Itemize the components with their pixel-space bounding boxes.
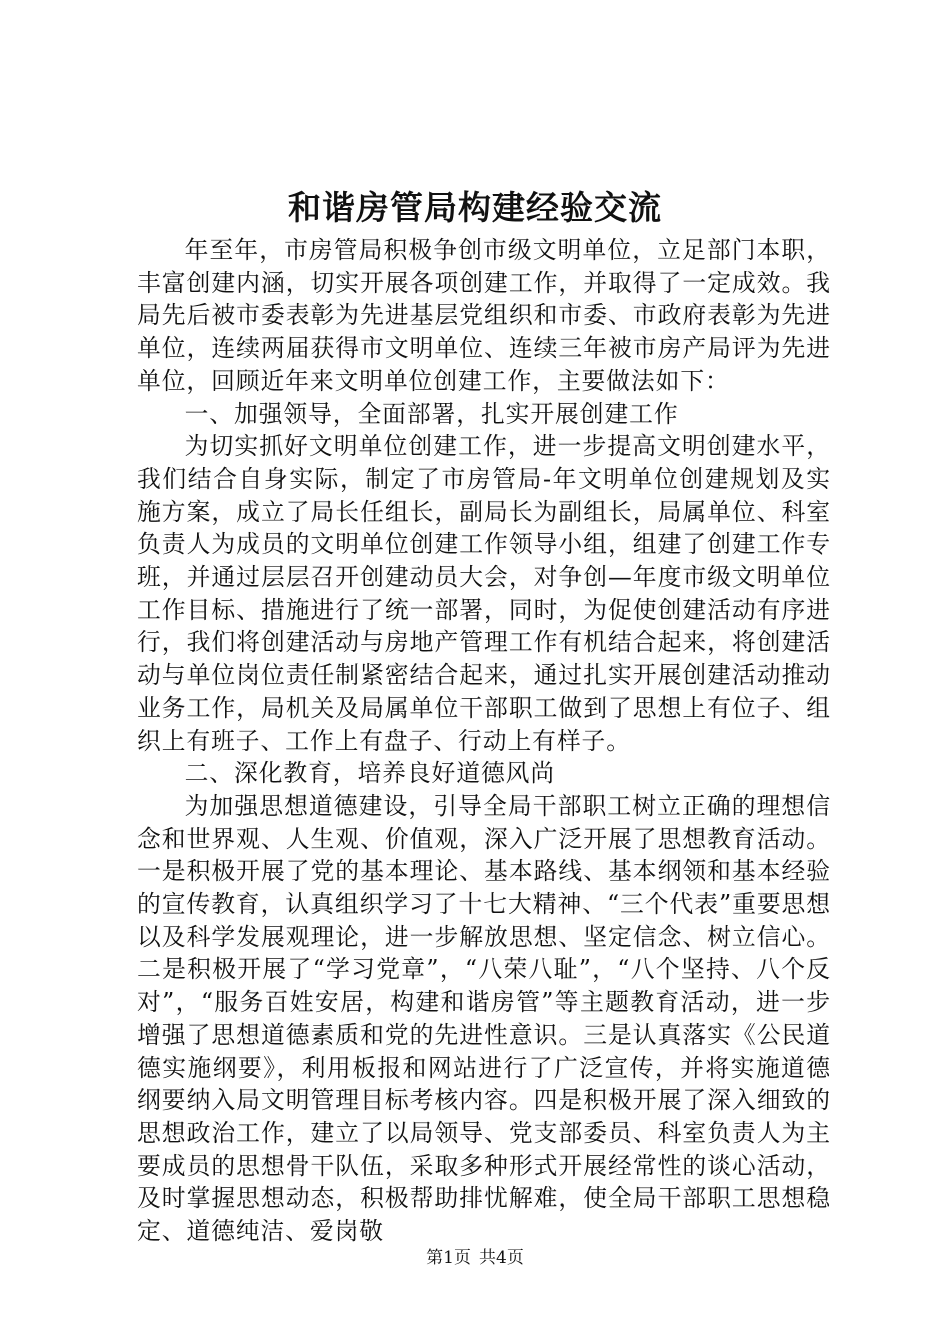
document-body (137, 234, 831, 1248)
section-heading-1: 一、加强领导，全面部署，扎实开展创建工作 (184, 399, 679, 428)
page-total: 共4页 (479, 1248, 524, 1268)
paragraph-section-2: 为加强思想道德建设，引导全局干部职工树立正确的理想信念和世界观、人生观、价值观，深入广泛开展了思想教育活动。一是积极开展了党的基本理论、基本路线、基本纲领和基本经验的宣传教育，认真组织学习了十七大精神、“三个代表”重要思想以及科学发展观理论，进一步解放思想、坚定信念、树立信心。二是积极开展了“学习党章”，“八荣八耻”，“八个坚持、八个反对”，“服务百姓安居，构建和谐房管”等主题教育活动，进一步增强了思想道德素质和党的先进性意识。三是认真落实《公民道德实施纲要》，利用板报和网站进行了广泛宣传，并将实施道德纲要纳入局文明管理目标考核内容。四是积极开展了深入细致的思想政治工作，建立了以局领导、党支部委员、科室负责人为主要成员的思想骨干队伍，采取多种形式开展经常性的谈心活动，及时掌握思想动态，积极帮助排忧解难，使全局干部职工思想稳定、道德纯洁、爱岗敬 (137, 791, 831, 1246)
page-footer (0, 1246, 950, 1270)
page-number: 第1页 (426, 1248, 471, 1268)
paragraph-intro: 年至年，市房管局积极争创市级文明单位，立足部门本职，丰富创建内涵，切实开展各项创建工作，并取得了一定成效。我局先后被市委表彰为先进基层党组织和市委、市政府表彰为先进单位，连续两届获得市文明单位、连续三年被市房产局评为先进单位，回顾近年来文明单位创建工作，主要做法如下： (137, 236, 831, 395)
document-title: 和谐房管局构建经验交流 (288, 188, 662, 227)
section-heading-2: 二、深化教育，培养良好道德风尚 (184, 759, 556, 788)
paragraph-section-1: 为切实抓好文明单位创建工作，进一步提高文明创建水平，我们结合自身实际，制定了市房管局-年文明单位创建规划及实施方案，成立了局长任组长，副局长为副组长，局属单位、科室负责人为成员的文明单位创建工作领导小组，组建了创建工作专班，并通过层层召开创建动员大会，对争创—年度市级文明单位工作目标、措施进行了统一部署，同时，为促使创建活动有序进行，我们将创建活动与房地产管理工作有机结合起来，将创建活动与单位岗位责任制紧密结合起来，通过扎实开展创建活动推动业务工作，局机关及局属单位干部职工做到了思想上有位子、组织上有班子、工作上有盘子、行动上有样子。 (137, 432, 831, 755)
